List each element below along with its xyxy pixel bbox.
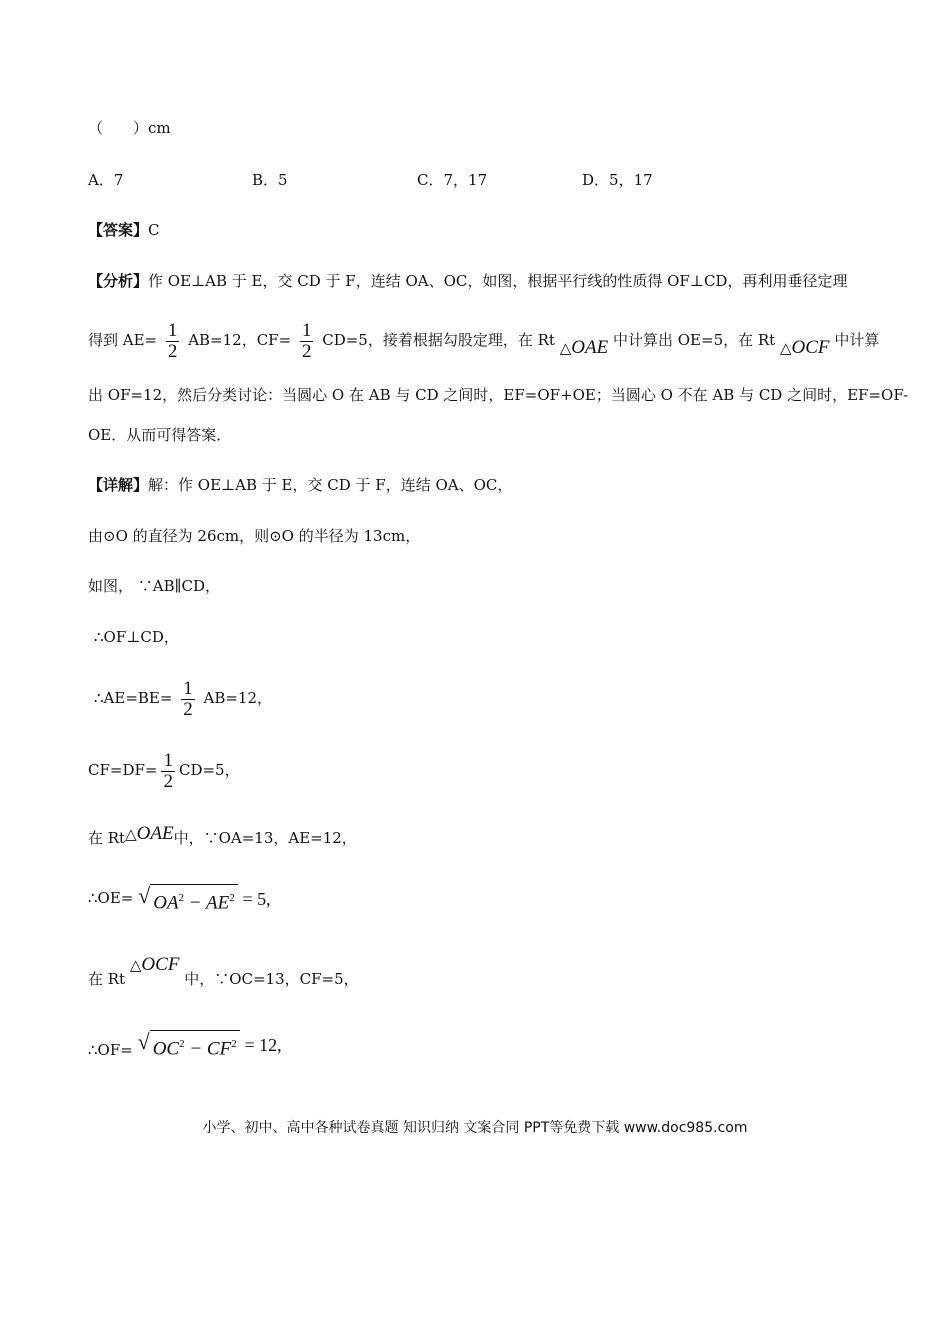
detail-text-1: 解：作 OE⊥AB 于 E，交 CD 于 F，连结 OA、OC， [148,476,513,494]
option-c: C．7，17 [417,171,488,189]
analysis-line-1 [88,271,847,291]
sqrt-expression: √ $OA^2 - AE^2$ [138,884,238,914]
answer-value: C [148,221,160,239]
answer-line [88,220,160,240]
analysis-tag: 【分析】 [88,272,149,290]
detail-line-6: CF=DF= $\frac{1}{2}$ CD=5， [88,749,240,792]
fraction-half: $\frac{1}{2}$ [163,749,173,792]
fraction-half: $\frac{1}{2}$ [301,319,312,362]
detail-line-10: ∴OF= √ $OC^2 - CF^2$ = 12, [88,1028,282,1060]
answer-tag: 【答案】 [88,221,149,239]
detail-line-5: ∴AE=BE= $\frac{1}{2}$ AB=12， [94,677,273,720]
detail-line-2: 由⊙O 的直径为 26cm，则⊙O 的半径为 13cm， [88,527,421,545]
triangle-oae: △OAE [125,823,174,844]
option-d: D．5，17 [582,171,653,189]
fraction-half: $\frac{1}{2}$ [183,677,193,720]
detail-line-9: 在 Rt △OCF 中，∵OC=13，CF=5， [88,954,359,988]
triangle-ocf: △OCF [779,337,830,358]
analysis-text-2c: CD=5，接着根据勾股定理，在 Rt [322,331,555,349]
analysis-text-2b: AB=12，CF= [188,331,292,349]
detail-line-1 [88,475,512,495]
detail-tag: 【详解】 [88,476,149,494]
page-footer: 小学、初中、高中各种试卷真题 知识归纳 文案合同 PPT等免费下载 www.doc985.com [202,1120,748,1136]
triangle-oae: △OAE [559,337,609,358]
analysis-text-2a: 得到 AE= [88,331,158,349]
analysis-line-3: 出 OF=12，然后分类讨论：当圆心 O 在 AB 与 CD 之间时，EF=OF+OE；当圆心 O 不在 AB 与 CD 之间时，EF=OF- [88,386,909,404]
question-stem-end: （ ）cm [88,119,171,137]
detail-line-4: ∴OF⊥CD， [94,628,179,646]
option-b: B．5 [252,171,288,189]
option-a: A．7 [88,171,124,189]
sqrt-expression: √ $OC^2 - CF^2$ [138,1030,240,1060]
analysis-line-2 [88,318,879,363]
analysis-text-2e: 中计算出 OE=5，在 Rt [612,331,776,349]
detail-line-7: 在 Rt△OAE中，∵OA=13，AE=12， [88,823,357,847]
analysis-text-1: 作 OE⊥AB 于 E，交 CD 于 F，连结 OA、OC，如图，根据平行线的性质得 OF⊥CD，再利用垂径定理 [148,272,848,290]
fraction-half: $\frac{1}{2}$ [167,319,178,362]
detail-line-8: ∴OE= √ $OA^2 - AE^2$ = 5, [88,882,271,914]
detail-line-3: 如图， ∵AB∥CD， [88,577,221,595]
analysis-text-2g: 中计算 [834,331,880,349]
triangle-ocf: △OCF [129,954,180,975]
analysis-line-4: OE．从而可得答案． [88,426,232,444]
